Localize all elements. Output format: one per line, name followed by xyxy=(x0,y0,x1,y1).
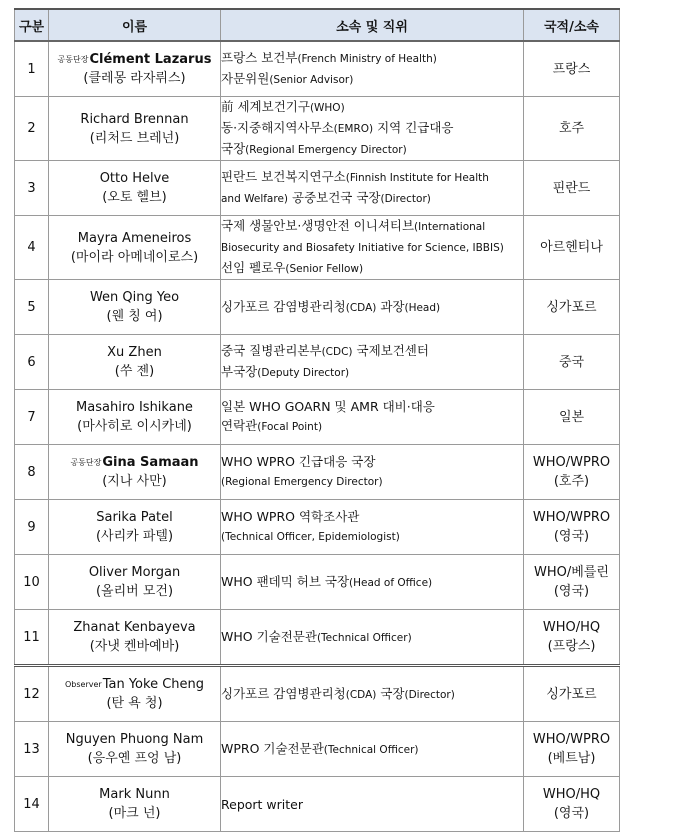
nationality-cell xyxy=(524,161,620,216)
role-badge: 공동단장 xyxy=(70,458,102,467)
member-name-ko: (사리카 파텔) xyxy=(95,529,174,544)
member-name-en: Zhanat Kenbayeva xyxy=(73,620,196,635)
affiliation-cell xyxy=(221,445,524,500)
table-row xyxy=(15,610,620,666)
nationality-line: (영국) xyxy=(553,806,590,821)
affiliation-korean: 중국 질병관리본부 xyxy=(221,343,322,358)
affiliation-cell xyxy=(221,777,524,832)
member-name-line xyxy=(49,453,220,472)
table-row xyxy=(15,722,620,777)
nationality-cell xyxy=(524,610,620,666)
member-name-ko: (클레몽 라자뤼스) xyxy=(83,71,186,86)
affiliation-line xyxy=(221,739,523,760)
affiliation-english: (Finnish Institute for Health xyxy=(345,172,489,184)
affiliation-english: (WHO) xyxy=(309,102,345,114)
member-name-ko: (자냇 켄바예바) xyxy=(89,639,180,654)
affiliation-line xyxy=(221,397,523,416)
members-table xyxy=(14,8,620,832)
affiliation-english: (Director) xyxy=(404,688,455,701)
member-name-en: Masahiro Ishikane xyxy=(76,400,193,415)
nationality-line: (프랑스) xyxy=(547,639,596,654)
nationality-line: 핀란드 xyxy=(552,180,591,196)
affiliation-english: (Head of Office) xyxy=(349,576,433,589)
affiliation-english: (CDA) xyxy=(345,301,377,314)
nationality-cell xyxy=(524,555,620,610)
member-name-en: Xu Zhen xyxy=(107,345,162,360)
table-row xyxy=(15,445,620,500)
member-name-en: Tan Yoke Cheng xyxy=(102,677,204,692)
affiliation-line xyxy=(221,297,523,318)
affiliation-line xyxy=(221,258,523,279)
affiliation-korean: 부국장 xyxy=(221,364,258,379)
nationality-cell xyxy=(524,390,620,445)
affiliation-korean: 前 세계보건기구 xyxy=(221,99,310,114)
member-name-cell xyxy=(49,41,221,97)
table-row xyxy=(15,280,620,335)
affiliation-english: (Director) xyxy=(380,193,431,205)
affiliation-korean: 선임 펠로우 xyxy=(221,260,286,275)
affiliation-line xyxy=(221,69,523,90)
affiliation-english: (Technical Officer, Epidemiologist) xyxy=(221,531,400,543)
affiliation-line xyxy=(221,48,523,69)
affiliation-english: (Regional Emergency Director) xyxy=(245,144,407,156)
affiliation-english: (Deputy Director) xyxy=(257,367,350,379)
member-name-en: Wen Qing Yeo xyxy=(89,290,180,305)
member-name-ko: (응우옌 프엉 남) xyxy=(87,751,182,766)
affiliation-english: (CDC) xyxy=(321,346,353,358)
member-name-cell xyxy=(49,390,221,445)
affiliation-cell xyxy=(221,335,524,390)
row-number: 11 xyxy=(15,610,49,666)
affiliation-korean: 싱가포르 감염병관리청 xyxy=(221,298,346,314)
affiliation-english: and Welfare) xyxy=(221,193,289,205)
nationality-line: WHO/WPRO xyxy=(532,510,611,525)
affiliation-korean: WHO WPRO 긴급대응 국장 xyxy=(221,454,376,469)
member-name-line xyxy=(49,618,220,637)
member-name-cell xyxy=(49,777,221,832)
member-name-ko: (탄 욕 청) xyxy=(106,696,163,711)
affiliation-english: (International xyxy=(414,221,486,233)
header-affiliation: 소속 및 직위 xyxy=(221,9,524,41)
member-name-en: Clément Lazarus xyxy=(89,52,212,67)
nationality-line: 프랑스 xyxy=(552,61,591,77)
row-number: 3 xyxy=(15,161,49,216)
affiliation-korean: 핀란드 보건복지연구소 xyxy=(221,169,346,184)
nationality-line: 일본 xyxy=(558,409,585,425)
affiliation-line xyxy=(221,452,523,471)
affiliation-korean: 국제 생물안보·생명안전 이니셔티브 xyxy=(221,218,415,233)
member-name-en: Mayra Ameneiros xyxy=(77,230,192,246)
affiliation-korean: WHO WPRO 역학조사관 xyxy=(221,509,360,524)
affiliation-korean: 연락관 xyxy=(221,418,258,433)
member-name-ko: (오토 헬브) xyxy=(102,190,167,205)
table-row xyxy=(15,390,620,445)
member-name-cell xyxy=(49,555,221,610)
affiliation-line xyxy=(221,471,523,492)
nationality-cell xyxy=(524,216,620,280)
member-name-cell xyxy=(49,500,221,555)
row-number: 5 xyxy=(15,280,49,335)
member-name-line xyxy=(49,563,220,582)
member-name-cell xyxy=(49,722,221,777)
affiliation-line xyxy=(221,572,523,593)
affiliation-korean: 동·지중해지역사무소 xyxy=(221,120,334,135)
member-name-line xyxy=(49,398,220,417)
affiliation-cell xyxy=(221,555,524,610)
affiliation-english: (Technical Officer) xyxy=(323,743,419,756)
member-name-en: Otto Helve xyxy=(99,171,170,186)
affiliation-korean: WHO 기술전문관 xyxy=(221,628,317,644)
affiliation-korean: Report writer xyxy=(221,796,303,812)
member-name-cell xyxy=(49,216,221,280)
table-row xyxy=(15,500,620,555)
member-name-line xyxy=(49,229,220,248)
member-name-cell xyxy=(49,610,221,666)
nationality-line: WHO/WPRO xyxy=(532,455,611,470)
nationality-line: WHO/HQ xyxy=(542,620,601,635)
affiliation-line xyxy=(221,627,523,648)
affiliation-korean: 과장 xyxy=(376,298,405,314)
affiliation-english: (Head) xyxy=(404,301,441,314)
nationality-line: (영국) xyxy=(553,584,590,599)
affiliation-english: (Senior Fellow) xyxy=(285,263,364,275)
nationality-line: (호주) xyxy=(553,474,590,489)
affiliation-english: (Technical Officer) xyxy=(316,631,412,644)
affiliation-cell xyxy=(221,500,524,555)
affiliation-cell xyxy=(221,390,524,445)
affiliation-cell xyxy=(221,41,524,97)
affiliation-korean: 싱가포르 감염병관리청 xyxy=(221,685,346,701)
nationality-cell xyxy=(524,97,620,161)
affiliation-cell xyxy=(221,722,524,777)
member-name-line xyxy=(49,785,220,804)
table-row xyxy=(15,216,620,280)
affiliation-english: (Regional Emergency Director) xyxy=(221,476,383,488)
affiliation-korean: 국제보건센터 xyxy=(352,343,429,358)
member-name-cell xyxy=(49,666,221,722)
affiliation-english: (EMRO) xyxy=(333,123,374,135)
affiliation-english: (French Ministry of Health) xyxy=(297,53,437,65)
row-number: 4 xyxy=(15,216,49,280)
row-number: 13 xyxy=(15,722,49,777)
member-name-en: Sarika Patel xyxy=(96,510,173,525)
affiliation-line xyxy=(221,97,523,118)
affiliation-korean: 국장 xyxy=(376,685,405,701)
role-badge: Observer xyxy=(65,680,102,689)
member-name-line xyxy=(49,50,220,69)
affiliation-line xyxy=(221,526,523,547)
member-name-ko: (마사히로 이시카네) xyxy=(77,419,192,434)
affiliation-korean: 지역 긴급대응 xyxy=(373,120,454,135)
member-name-cell xyxy=(49,445,221,500)
table-header xyxy=(15,9,620,41)
affiliation-line xyxy=(221,684,523,705)
table-body xyxy=(15,41,620,832)
member-name-line xyxy=(49,675,220,694)
row-number: 14 xyxy=(15,777,49,832)
affiliation-line xyxy=(221,416,523,437)
nationality-line: WHO/베를린 xyxy=(534,565,609,580)
affiliation-line xyxy=(221,341,523,362)
affiliation-korean: 공중보건국 국장 xyxy=(288,190,381,205)
row-number: 7 xyxy=(15,390,49,445)
table-row xyxy=(15,161,620,216)
nationality-line: (영국) xyxy=(553,529,590,544)
affiliation-cell xyxy=(221,666,524,722)
member-name-line xyxy=(49,169,220,188)
affiliation-line xyxy=(221,507,523,526)
nationality-cell xyxy=(524,777,620,832)
nationality-cell xyxy=(524,666,620,722)
member-name-en: Richard Brennan xyxy=(80,111,189,127)
affiliation-english: (Focal Point) xyxy=(257,421,323,433)
nationality-line: 싱가포르 xyxy=(546,299,597,315)
nationality-line: 싱가포르 xyxy=(546,686,597,702)
member-name-en: Nguyen Phuong Nam xyxy=(65,732,204,747)
affiliation-cell xyxy=(221,280,524,335)
member-name-ko: (리처드 브레넌) xyxy=(89,130,180,146)
affiliation-cell xyxy=(221,161,524,216)
table-row xyxy=(15,555,620,610)
affiliation-english: (CDA) xyxy=(345,688,377,701)
header-name: 이름 xyxy=(49,9,221,41)
nationality-cell xyxy=(524,445,620,500)
row-number: 12 xyxy=(15,666,49,722)
nationality-line: WHO/WPRO xyxy=(532,732,611,747)
affiliation-english: (Senior Advisor) xyxy=(269,74,354,86)
affiliation-cell xyxy=(221,216,524,280)
affiliation-english: Biosecurity and Biosafety Initiative for Science, IBBIS) xyxy=(221,242,504,254)
row-number: 1 xyxy=(15,41,49,97)
affiliation-line xyxy=(221,188,523,209)
member-name-line xyxy=(49,343,220,362)
affiliation-korean: 일본 WHO GOARN 및 AMR 대비·대응 xyxy=(221,399,435,414)
table-row xyxy=(15,777,620,832)
member-name-line xyxy=(49,730,220,749)
affiliation-korean: 프랑스 보건부 xyxy=(221,50,298,65)
table-row xyxy=(15,335,620,390)
affiliation-line xyxy=(221,118,523,139)
header-category: 구분 xyxy=(15,9,49,41)
affiliation-korean: 국장 xyxy=(221,141,246,156)
nationality-line: 호주 xyxy=(558,121,585,136)
header-nationality: 국적/소속 xyxy=(524,9,620,41)
affiliation-cell xyxy=(221,610,524,666)
nationality-line: 중국 xyxy=(558,354,585,370)
member-name-ko: (쑤 젠) xyxy=(114,364,155,379)
affiliation-line xyxy=(221,362,523,383)
member-name-ko: (지나 사만) xyxy=(102,474,167,489)
member-name-cell xyxy=(49,161,221,216)
affiliation-line xyxy=(221,795,523,814)
affiliation-line xyxy=(221,237,523,258)
member-name-en: Gina Samaan xyxy=(102,455,199,470)
nationality-line: WHO/HQ xyxy=(542,787,601,802)
member-name-cell xyxy=(49,97,221,161)
nationality-cell xyxy=(524,41,620,97)
member-name-ko: (마이라 아메네이로스) xyxy=(70,249,199,265)
member-name-line xyxy=(49,288,220,307)
member-name-ko: (마크 넌) xyxy=(108,806,161,821)
affiliation-cell xyxy=(221,97,524,161)
table-row xyxy=(15,97,620,161)
member-name-line xyxy=(49,508,220,527)
member-name-ko: (웬 칭 여) xyxy=(106,309,163,324)
member-name-ko: (올리버 모건) xyxy=(95,584,174,599)
nationality-cell xyxy=(524,280,620,335)
nationality-line: 아르헨티나 xyxy=(540,240,603,255)
table-row xyxy=(15,41,620,97)
nationality-cell xyxy=(524,500,620,555)
affiliation-line xyxy=(221,216,523,237)
affiliation-line xyxy=(221,167,523,188)
row-number: 2 xyxy=(15,97,49,161)
member-name-cell xyxy=(49,335,221,390)
member-name-line xyxy=(49,110,220,129)
member-name-cell xyxy=(49,280,221,335)
affiliation-korean: WHO 팬데믹 허브 국장 xyxy=(221,573,350,589)
affiliation-line xyxy=(221,139,523,160)
affiliation-korean: WPRO 기술전문관 xyxy=(221,740,324,756)
affiliation-korean: 자문위원 xyxy=(221,71,270,86)
role-badge: 공동단장 xyxy=(57,55,89,64)
member-name-en: Oliver Morgan xyxy=(88,565,181,580)
row-number: 9 xyxy=(15,500,49,555)
nationality-cell xyxy=(524,335,620,390)
nationality-line: (베트남) xyxy=(547,751,596,766)
member-name-en: Mark Nunn xyxy=(99,787,170,802)
row-number: 10 xyxy=(15,555,49,610)
table-row xyxy=(15,666,620,722)
row-number: 6 xyxy=(15,335,49,390)
nationality-cell xyxy=(524,722,620,777)
row-number: 8 xyxy=(15,445,49,500)
